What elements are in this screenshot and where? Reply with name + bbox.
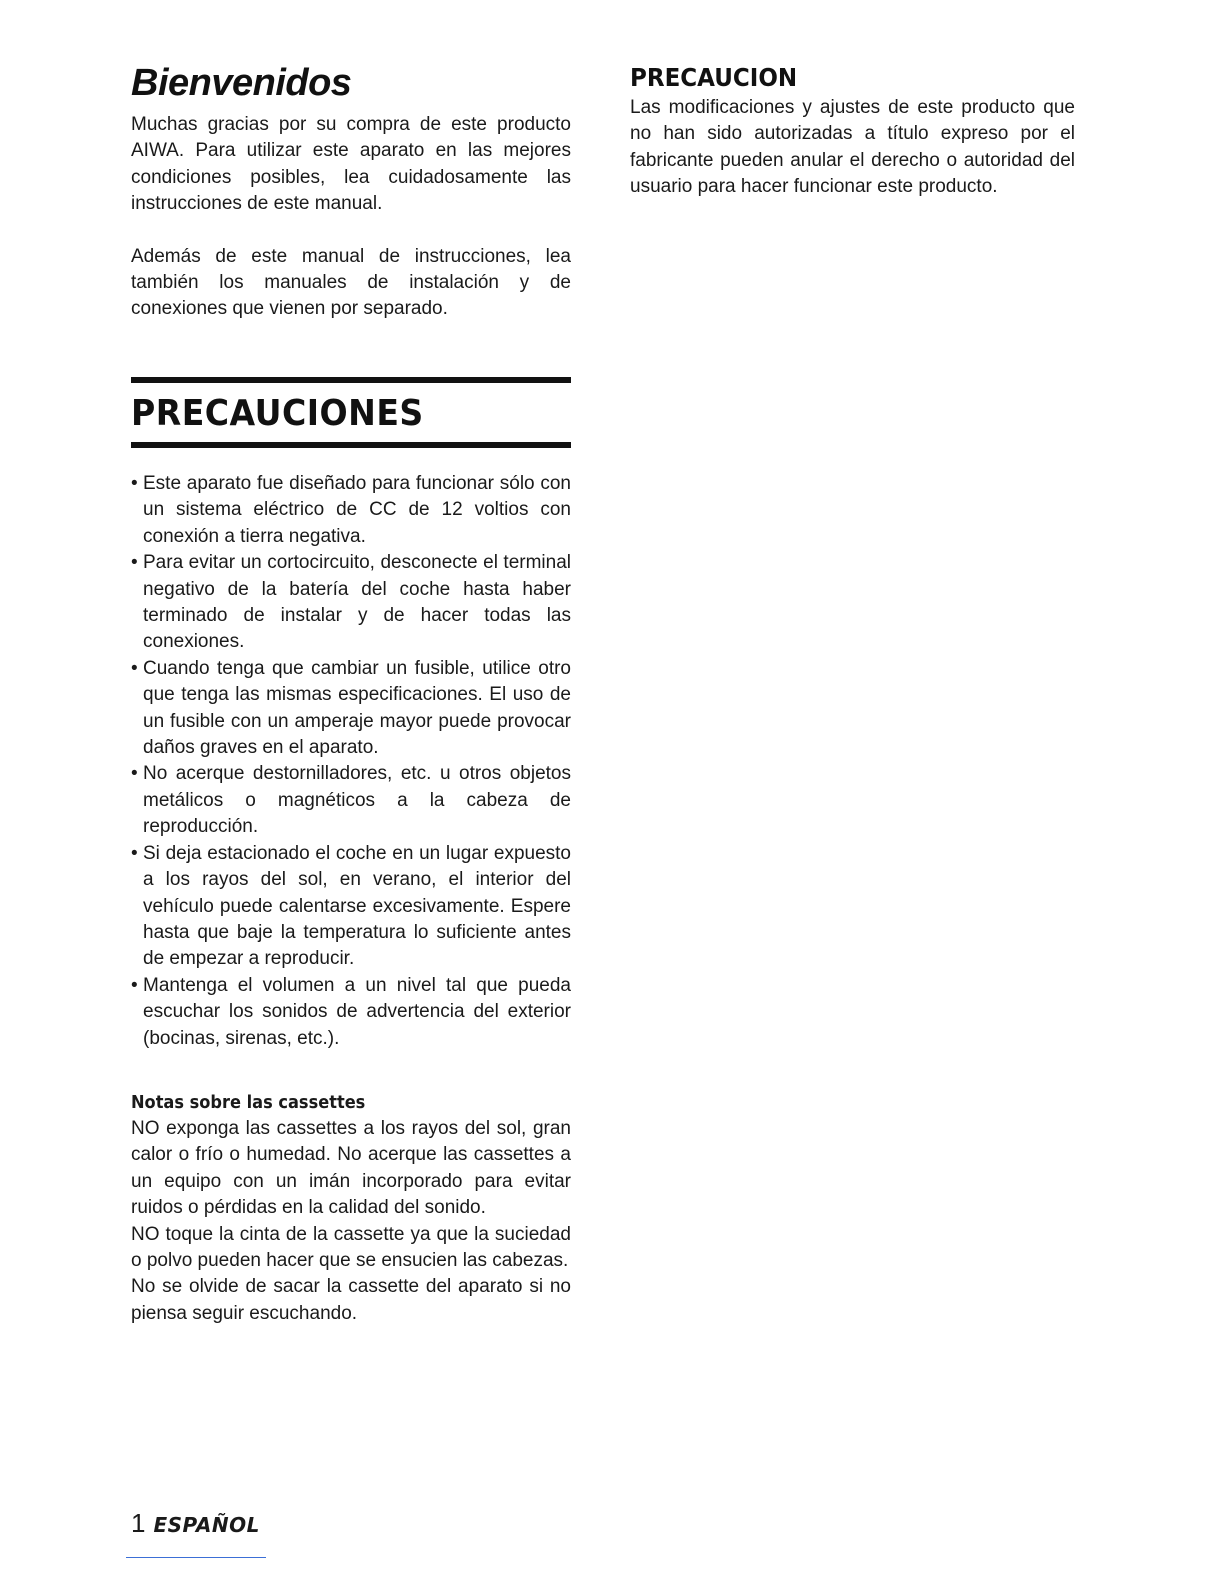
precaution-item: • Mantenga el volumen a un nivel tal que pueda escuchar los sonidos de advertencia del exterior (bocinas, sirenas, etc.).: [131, 973, 571, 1052]
footer-language: ESPAÑOL: [153, 1513, 260, 1537]
cassette-note-paragraph: NO toque la cinta de la cassette ya que la suciedad o polvo pueden hacer que se ensucien las cabezas.: [131, 1223, 571, 1272]
cassette-notes-section: [131, 1090, 571, 1327]
section-divider-top: [131, 377, 571, 383]
precaution-item: • No acerque destornilladores, etc. u otros objetos metálicos o magnéticos a la cabeza de reproducción.: [131, 761, 571, 840]
welcome-section: [131, 58, 571, 323]
footer-underline: [126, 1557, 266, 1558]
precaution-item: • Este aparato fue diseñado para funcionar sólo con un sistema eléctrico de CC de 12 voltios con conexión a tierra negativa.: [131, 471, 571, 550]
precaution-item: • Cuando tenga que cambiar un fusible, utilice otro que tenga las mismas especificaciones. El uso de un fusible con un amperaje mayor puede provocar daños graves en el aparato.: [131, 656, 571, 762]
precautions-list: [131, 471, 571, 1052]
caution-text: Las modificaciones y ajustes de este producto que no han sido autorizadas a título expreso por el fabricante pueden anular el derecho o autoridad del usuario para hacer funcionar este producto.: [630, 97, 1075, 198]
welcome-paragraph: Además de este manual de instrucciones, lea también los manuales de instalación y de conexiones que vienen por separado.: [131, 245, 571, 320]
cassette-note-paragraph: No se olvide de sacar la cassette del aparato si no piensa seguir escuchando.: [131, 1276, 571, 1324]
page-number: 1: [131, 1508, 146, 1538]
welcome-paragraph: Muchas gracias por su compra de este producto AIWA. Para utilizar este aparato en las mejores condiciones posibles, lea cuidadosamente las instrucciones de este manual.: [131, 114, 571, 215]
welcome-title: Bienvenidos: [131, 62, 352, 104]
precaution-item: • Si deja estacionado el coche en un lugar expuesto a los rayos del sol, en verano, el interior del vehículo puede calentarse excesivamente. Espere hasta que baje la temperatura lo suficiente antes de empezar a reproducir.: [131, 841, 571, 973]
precautions-title: PRECAUCIONES: [131, 393, 424, 434]
page-footer: [131, 1508, 260, 1539]
section-divider-bottom: [131, 442, 571, 448]
cassette-notes-title: Notas sobre las cassettes: [131, 1092, 366, 1113]
precaution-item: • Para evitar un cortocircuito, desconecte el terminal negativo de la batería del coche hasta haber terminado de instalar y de hacer todas las conexiones.: [131, 550, 571, 656]
cassette-note-paragraph: NO exponga las cassettes a los rayos del sol, gran calor o frío o humedad. No acerque las cassettes a un equipo con un imán incorporado para evitar ruidos o pérdidas en la calidad del sonido.: [131, 1118, 571, 1219]
caution-title: PRECAUCION: [630, 63, 798, 92]
caution-section: [630, 62, 1075, 201]
